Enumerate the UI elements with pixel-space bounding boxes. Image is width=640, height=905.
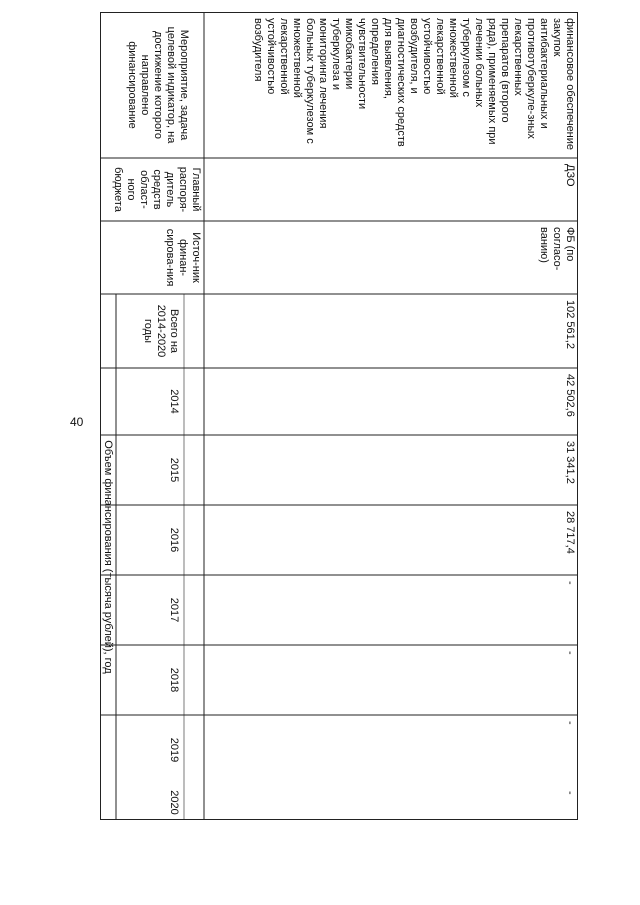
year-label: 2018 <box>168 667 180 693</box>
header-measure: Мероприятие, задача целевой индикатор, на достижение которого направлено финансирование <box>126 26 190 144</box>
row-value: 31 341,2 <box>564 441 576 484</box>
row-value: 42 502,6 <box>564 374 576 417</box>
page-number: 40 <box>70 415 84 429</box>
header-funding: Объем финансирования (тысяча рублей), год <box>102 440 114 674</box>
funding-table <box>100 12 578 820</box>
row-value: 28 717,4 <box>564 511 576 554</box>
row-value: - <box>564 581 576 585</box>
year-label: 2017 <box>168 597 180 623</box>
header-total: Всего на 2014-2020 годы <box>142 304 180 358</box>
header-manager: Главный распоря-дитель средств област-ного бюджета <box>112 166 202 213</box>
row-value: - <box>564 791 576 795</box>
row-manager: ДЗО <box>564 164 576 187</box>
year-label: 2016 <box>168 527 180 553</box>
year-label: 2020 <box>168 790 180 815</box>
row-source: ФБ (по согласо-ванию) <box>538 227 576 271</box>
year-label: 2014 <box>168 389 180 414</box>
row-value: - <box>564 721 576 725</box>
header-source: Источ-ник финан-сирова-ния <box>164 228 202 287</box>
year-label: 2019 <box>168 737 180 763</box>
row-value: - <box>564 651 576 655</box>
row-total: 102 561,2 <box>564 300 576 349</box>
year-label: 2015 <box>168 457 180 483</box>
row-measure: финансовое обеспечение закупок антибактериальных и противотуберкуле-зных лекарственных препаратов (второго ряда), применяемых при лечении больных туберкулезом с множественной лекарственной устойчивостью возбудителя, и диагностических средств для выявления, определения чувствительности микобактерии туберкулеза и мониторинга лечения больных туберкулезом с множественной лекарственной устойчивостью возбудителя <box>252 18 576 151</box>
